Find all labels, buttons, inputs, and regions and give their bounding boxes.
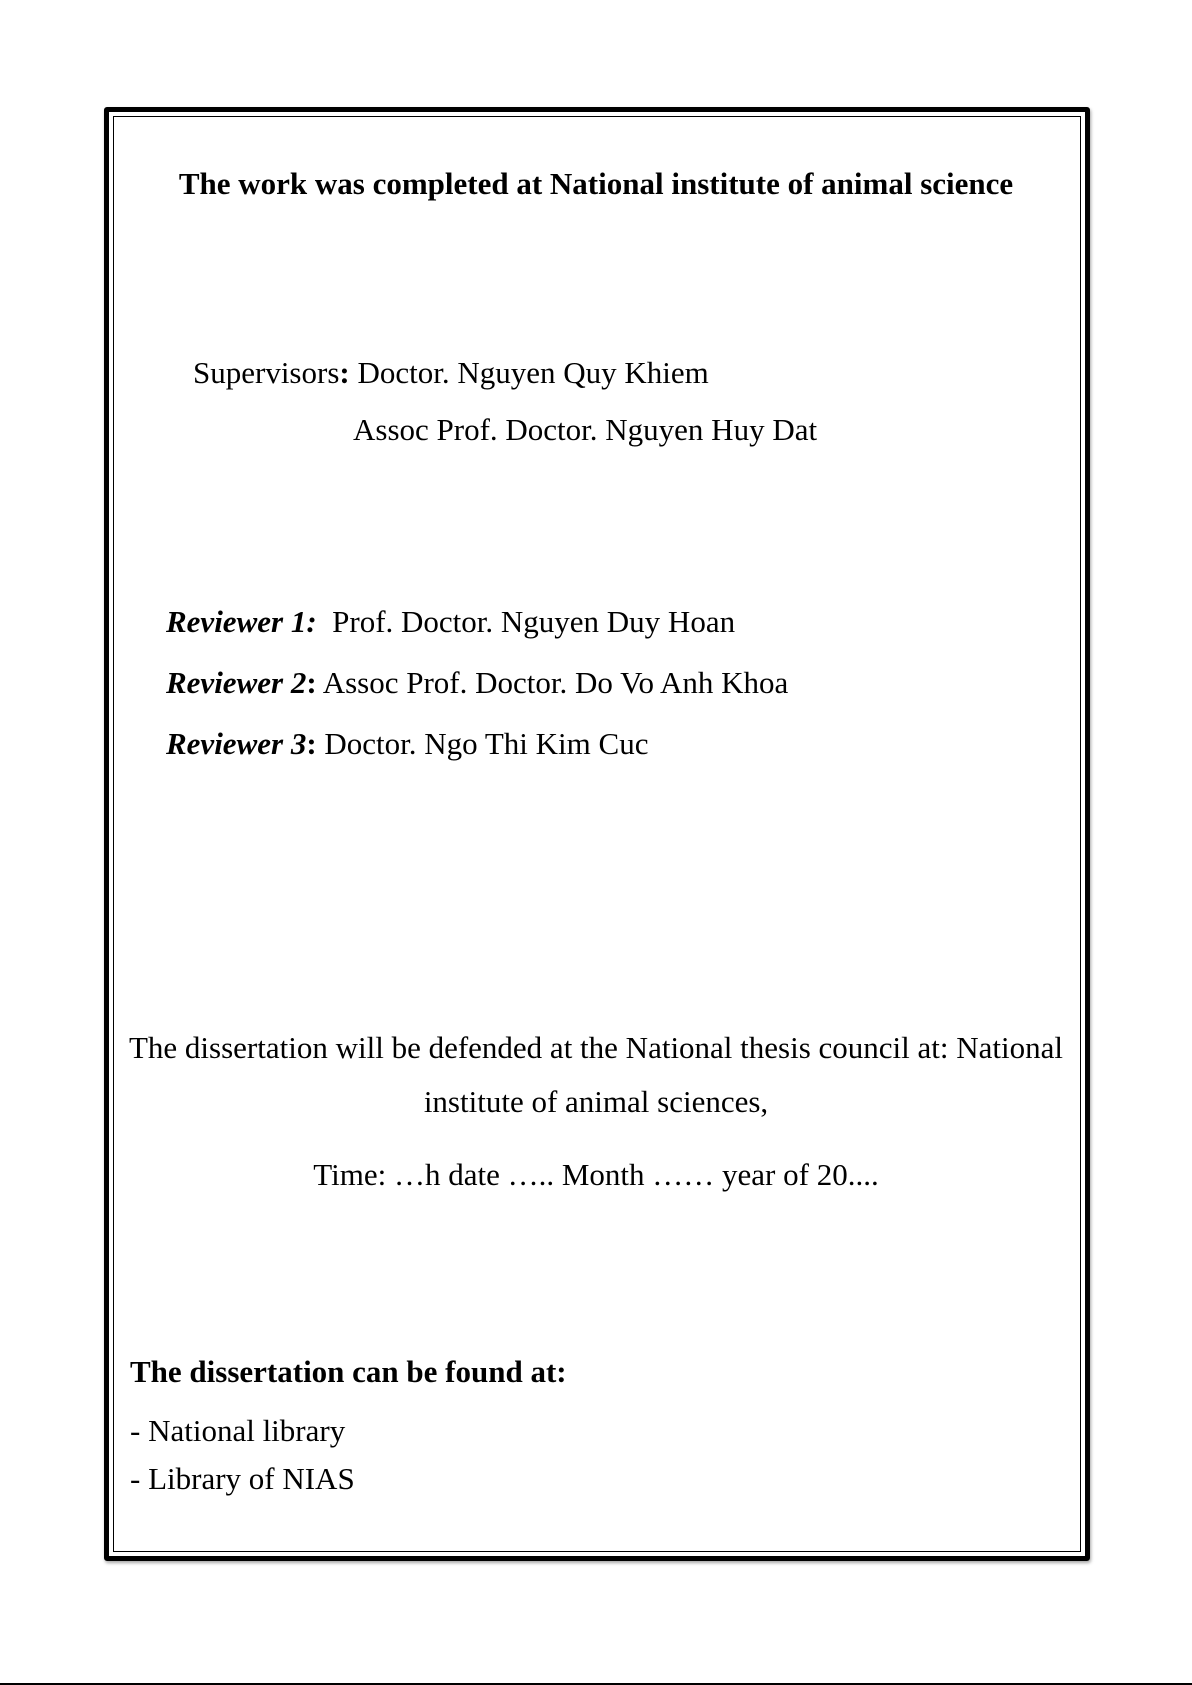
supervisor-line-2: [353, 414, 817, 445]
reviewer-2-name: Assoc Prof. Doctor. Do Vo Anh Khoa: [322, 665, 789, 700]
reviewer-3-name: Doctor. Ngo Thi Kim Cuc: [324, 726, 649, 761]
supervisor-name-2: Assoc Prof. Doctor. Nguyen Huy Dat: [353, 412, 818, 447]
reviewer-1-name: Prof. Doctor. Nguyen Duy Hoan: [332, 604, 736, 639]
reviewer-2-label: Reviewer 2: [166, 665, 307, 700]
reviewer-1-label: Reviewer 1:: [166, 604, 317, 639]
reviewer-3-colon: :: [306, 726, 317, 761]
defense-statement-line-2: institute of animal sciences,: [423, 1084, 769, 1119]
supervisor-name-1: Doctor. Nguyen Quy Khiem: [357, 355, 709, 390]
availability-location-2: - Library of NIAS: [130, 1461, 355, 1496]
availability-location-1: - National library: [130, 1413, 346, 1448]
reviewer-3-label: Reviewer 3: [166, 726, 307, 761]
reviewer-2-colon: :: [306, 665, 317, 700]
reviewer-3: [166, 728, 648, 759]
supervisor-line-1: [193, 357, 709, 388]
reviewer-2: [166, 667, 788, 698]
reviewer-1: [166, 606, 735, 637]
defense-time: Time: …h date ….. Month …… year of 20....: [313, 1157, 879, 1192]
page-border-inner: [113, 116, 1081, 1552]
supervisors-colon: :: [339, 355, 350, 390]
availability-heading: The dissertation can be found at:: [130, 1354, 567, 1389]
supervisors-label: Supervisors: [193, 355, 340, 390]
defense-statement-line-1: The dissertation will be defended at the National thesis council at: National: [128, 1030, 1064, 1065]
document-title: The work was completed at National institute of animal science: [178, 166, 1014, 201]
